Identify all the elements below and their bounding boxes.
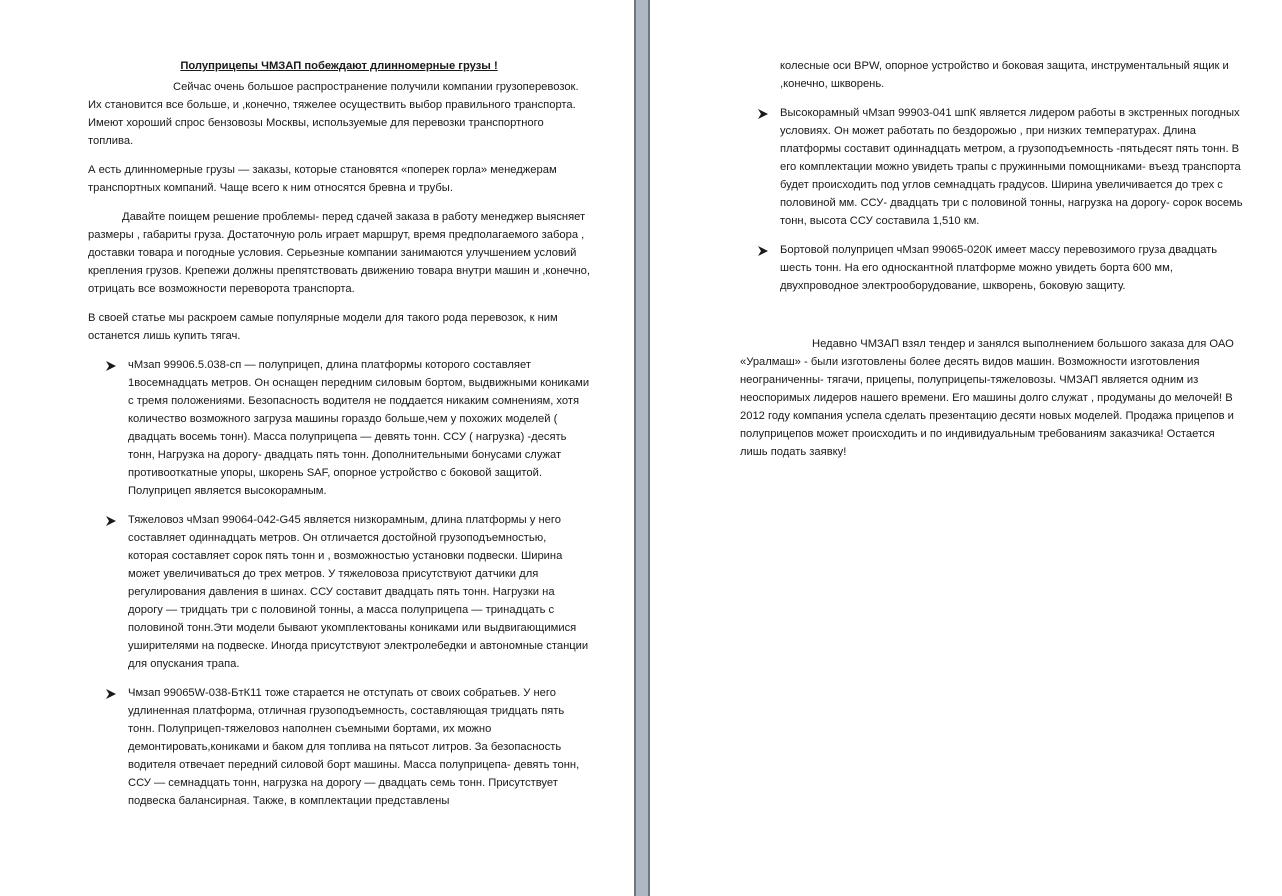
right-page: [650, 0, 1282, 896]
page-gutter-edge: [634, 0, 636, 896]
arrowhead-bullet-icon: [106, 684, 118, 702]
bullet-continuation: колесные оси BPW, опорное устройство и боковая защита, инструментальный ящик и ,конечно, шкворень.: [780, 60, 1229, 90]
left-page-content: [88, 57, 590, 821]
bullet-text: Бортовой полуприцеп чМзап 99065-020К имеет массу перевозимого груза двадцать шесть тонн. На его односкантной платформе можно увидеть борта 600 мм, двухпроводное электрооборудование, шкворень, боковую защиту.: [780, 244, 1218, 292]
arrowhead-bullet-icon: [758, 241, 770, 259]
model-bullet-list-left: [88, 356, 590, 810]
left-page: [0, 0, 634, 896]
article-title: Полуприцепы ЧМЗАП побеждают длинномерные грузы !: [180, 60, 498, 72]
paragraph-intro: Сейчас очень большое распространение получили компании грузоперевозок. Их становится все больше, и ,конечно, тяжелее осуществить выбор правильного транспорта. Имеют хороший спрос бензовозы Москвы, используемые для перевозки транспортного топлива.: [88, 81, 579, 147]
spacer: [740, 306, 1245, 335]
bullet-text: Тяжеловоз чМзап 99064-042-G45 является низкорамным, длина платформы у него составляет одиннадцать метров. Он отличается достойной грузоподъемностью, которая составляет сорок пять тонн и , возможностью установки подвески. Ширина может увеличиваться до трех метров. У тяжеловоза присутствуют датчики для регулирования давления в шинах. ССУ составит двадцать пять тонн. Нагрузки на дорогу — тридцать три с половиной тонны, а масса полуприцепа — тринадцать с половиной тонн.Эти модели бывают укомплектованы кониками или выдвигающимися уширителями на подвеске. Иногда присутствуют электролебедки и автономные станции для опускания трапа.: [128, 514, 589, 670]
arrowhead-bullet-icon: [758, 104, 770, 122]
list-item: [88, 356, 590, 500]
paragraph-closing: Недавно ЧМЗАП взял тендер и занялся выполнением большого заказа для ОАО «Уралмаш» - были изготовлены более десять видов машин. Возможности изготовления неограниченны- тягачи, прицепы, полуприцепы-тяжеловозы. ЧМЗАП является одним из неоспоримых лидеров нашего времени. Его машины долго служат , продуманы до мелочей! В 2012 году компания успела сделать презентацию десяти новых моделей. Продажа прицепов и полуприцепов может происходить и по индивидуальным требованиям заказчика! Остается лишь подать заявку!: [740, 338, 1234, 458]
arrowhead-bullet-icon: [106, 356, 118, 374]
bullet-text: Высокорамный чМзап 99903-041 шпК является лидером работы в экстренных погодных условиях. Он может работать по бездорожью , при низких температурах. Длина платформы составит одиннадцать метром, а грузоподъемность -пятьдесят пять тонн. В его комплектации можно увидеть трапы с пружинными помощниками- въезд транспорта будет происходить под углов семнадцать градусов. Ширина увеличивается до трех с половиной мм. ССУ- двадцать три с половиной тонны, нагрузка на дорогу- сорок восемь тонн, высота ССУ составила 1,510 км.: [780, 107, 1243, 227]
list-item: [740, 241, 1245, 295]
list-item: [88, 511, 590, 673]
bullet-text: чМзап 99906.5.038-сп — полуприцеп, длина платформы которого составляет 1восемнадцать метров. Он оснащен передним силовым бортом, выдвижными кониками с тремя положениями. Безопасность водителя не поддается никаким сомнениям, хотя количество возможного загруза машины гораздо больше,чем у похожих моделей ( двадцать восемь тонн). Масса полуприцепа — девять тонн. ССУ ( нагрузка) -десять тонн, Нагрузка на дорогу- двадцать пять тонн. Дополнительными бонусами служат противооткатные упоры, шкорень SAF, опорное устройство с боковой защитой. Полуприцеп является высокорамным.: [128, 359, 590, 497]
paragraph-long-cargo: А есть длинномерные грузы — заказы, которые становятся «поперек горла» менеджерам транспортных компаний. Чаще всего к ним относятся бревна и трубы.: [88, 164, 557, 194]
right-page-content: [740, 57, 1245, 472]
bullet-text: Чмзап 99065W-038-БтК11 тоже старается не отступать от своих собратьев. У него удлиненная платформа, отличная грузоподъемность, составляющая тридцать пять тонн. Полуприцеп-тяжеловоз наполнен съемными бортами, их можно демонтировать,кониками и баком для топлива на пятьсот литров. За безопасность водителя отвечает передний силовой борт машины. Масса полуприцепа- девять тонн, ССУ — семнадцать тонн, нагрузка на дорогу — двадцать семь тонн. Присутствует подвеска балансирная. Также, в комплектации представлены: [128, 687, 580, 807]
list-item: [740, 104, 1245, 230]
paragraph-article-scope: В своей статье мы раскроем самые популярные модели для такого рода перевозок, к ним останется лишь купить тягач.: [88, 312, 558, 342]
paragraph-solution: Давайте поищем решение проблемы- перед сдачей заказа в работу менеджер выясняет размеры , габариты груза. Достаточную роль играет маршрут, время предполагаемого забора , доставки товара и погодные условия. Серьезные компании занимаются улучшением условий крепления грузов. Крепежи должны препятствовать движению товара внутри машин и ,конечно, отрицать все возможности переворота транспорта.: [88, 211, 591, 295]
list-item: [88, 684, 590, 810]
model-bullet-list-right: [740, 104, 1245, 295]
arrowhead-bullet-icon: [106, 511, 118, 529]
